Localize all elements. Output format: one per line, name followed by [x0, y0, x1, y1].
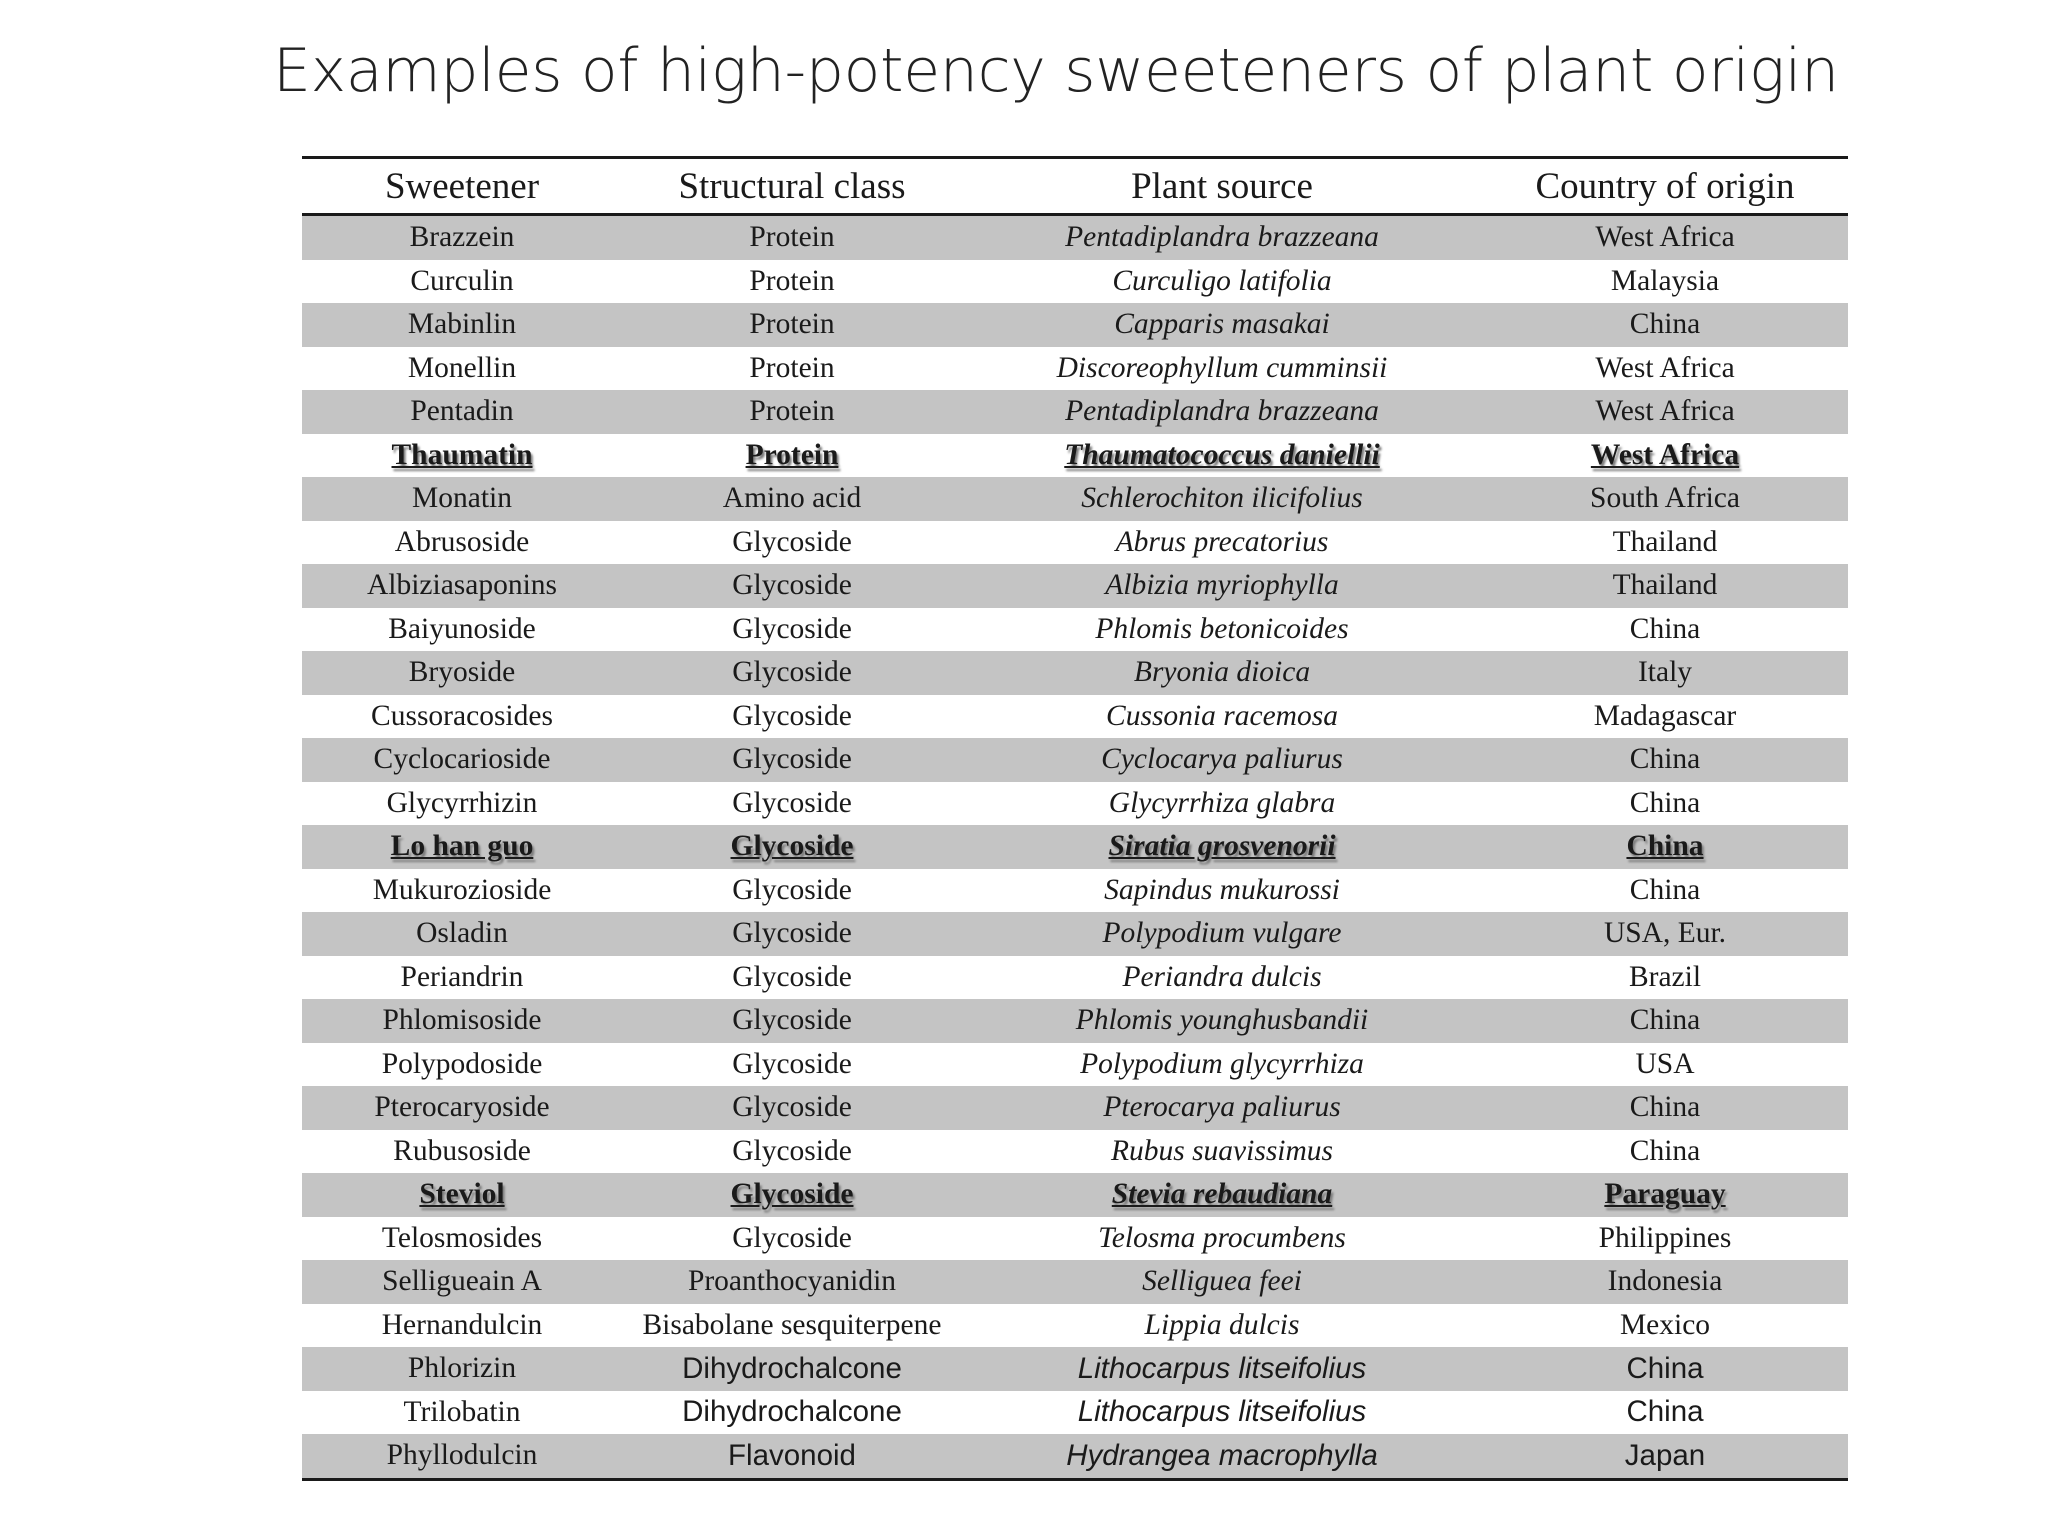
- cell-plant-source-text: Lippia dulcis: [1144, 1308, 1300, 1341]
- cell-structural-class-text: Glycoside: [732, 1047, 852, 1080]
- cell-structural-class: [622, 613, 962, 646]
- cell-plant-source-text: Pentadiplandra brazzeana: [1065, 395, 1379, 428]
- column-header-sweetener: Sweetener: [384, 165, 540, 207]
- cell-plant-source: [962, 1222, 1482, 1255]
- cell-sweetener: [302, 482, 622, 515]
- cell-country-text: Brazil: [1628, 960, 1702, 993]
- cell-sweetener: [302, 656, 622, 689]
- cell-sweetener-text: Mabinlin: [407, 308, 517, 341]
- cell-sweetener-text: Monellin: [407, 351, 517, 384]
- cell-sweetener: [302, 743, 622, 776]
- cell-structural-class: [622, 1048, 962, 1081]
- cell-structural-class: [622, 1439, 962, 1473]
- cell-plant-source-text: Polypodium vulgare: [1102, 917, 1342, 950]
- cell-plant-source-text: Rubus suavissimus: [1110, 1134, 1334, 1167]
- cell-structural-class: [622, 526, 962, 559]
- cell-structural-class-text: Glycoside: [732, 917, 852, 950]
- cell-country-text: South Africa: [1590, 482, 1740, 515]
- cell-sweetener-text: Baiyunoside: [388, 612, 536, 645]
- table-body: [302, 216, 1848, 1478]
- cell-plant-source: [962, 221, 1482, 254]
- cell-plant-source: [962, 787, 1482, 820]
- cell-sweetener: [302, 265, 622, 298]
- cell-structural-class-text: Amino acid: [722, 482, 862, 515]
- cell-country: [1482, 1135, 1848, 1168]
- cell-structural-class: [622, 1004, 962, 1037]
- cell-plant-source: [962, 743, 1482, 776]
- cell-plant-source: [962, 1048, 1482, 1081]
- cell-plant-source-text: Phlomis younghusbandii: [1075, 1004, 1369, 1037]
- cell-sweetener-text: Lo han guo: [390, 830, 534, 863]
- cell-sweetener-text: Pentadin: [410, 395, 514, 428]
- cell-sweetener-text: Brazzein: [409, 221, 515, 254]
- cell-country-text: China: [1629, 1004, 1701, 1037]
- cell-country-text: Malaysia: [1610, 264, 1720, 297]
- cell-sweetener: [302, 700, 622, 733]
- cell-sweetener-text: Trilobatin: [403, 1395, 521, 1428]
- table-row: [302, 999, 1848, 1043]
- cell-structural-class-text: Glycoside: [732, 1134, 852, 1167]
- cell-structural-class-text: Glycoside: [732, 1221, 852, 1254]
- cell-structural-class: [622, 1135, 962, 1168]
- cell-structural-class: [622, 569, 962, 602]
- cell-structural-class-text: Glycoside: [732, 525, 852, 558]
- cell-sweetener: [302, 874, 622, 907]
- cell-plant-source-text: Albizia myriophylla: [1105, 569, 1339, 602]
- cell-sweetener-text: Phyllodulcin: [386, 1439, 538, 1472]
- cell-sweetener-text: Glycyrrhizin: [386, 786, 538, 819]
- cell-country-text: Mexico: [1619, 1308, 1711, 1341]
- cell-structural-class-text: Protein: [749, 308, 835, 341]
- table-row: [302, 1434, 1848, 1478]
- table-row: [302, 1173, 1848, 1217]
- cell-plant-source: [962, 1091, 1482, 1124]
- cell-sweetener: [302, 395, 622, 428]
- cell-structural-class-text: Protein: [749, 395, 835, 428]
- cell-plant-source-text: Curculigo latifolia: [1112, 264, 1332, 297]
- cell-plant-source: [962, 656, 1482, 689]
- cell-sweetener-text: Polypodoside: [381, 1047, 543, 1080]
- table-row: [302, 216, 1848, 260]
- cell-country-text: China: [1626, 1351, 1704, 1385]
- cell-sweetener: [302, 917, 622, 950]
- cell-country-text: Japan: [1624, 1438, 1706, 1472]
- cell-country: [1482, 874, 1848, 907]
- cell-sweetener: [302, 221, 622, 254]
- cell-plant-source: [962, 482, 1482, 515]
- cell-sweetener: [302, 1222, 622, 1255]
- table-row: [302, 1391, 1848, 1435]
- cell-plant-source: [962, 1439, 1482, 1473]
- cell-structural-class: [622, 1178, 962, 1211]
- cell-plant-source-text: Cyclocarya paliurus: [1101, 743, 1343, 776]
- cell-country: [1482, 613, 1848, 646]
- cell-structural-class-text: Flavonoid: [728, 1438, 856, 1472]
- sweetener-table: [302, 156, 1848, 1481]
- cell-sweetener-text: Curculin: [410, 264, 514, 297]
- table-row: [302, 825, 1848, 869]
- cell-sweetener-text: Cussoracosides: [371, 699, 553, 732]
- cell-sweetener: [302, 1265, 622, 1298]
- cell-country: [1482, 1222, 1848, 1255]
- cell-sweetener: [302, 1048, 622, 1081]
- table-row: [302, 912, 1848, 956]
- cell-country: [1482, 1091, 1848, 1124]
- column-header-plant-source: Plant source: [1131, 165, 1313, 207]
- cell-sweetener-text: Selligueain A: [382, 1265, 542, 1298]
- cell-sweetener: [302, 787, 622, 820]
- cell-plant-source: [962, 700, 1482, 733]
- cell-sweetener-text: Pterocaryoside: [374, 1091, 550, 1124]
- cell-sweetener-text: Telosmosides: [381, 1221, 543, 1254]
- cell-structural-class-text: Glycoside: [732, 1004, 852, 1037]
- table-row: [302, 1260, 1848, 1304]
- cell-country: [1482, 221, 1848, 254]
- cell-structural-class: [622, 1395, 962, 1429]
- cell-structural-class-text: Glycoside: [732, 873, 852, 906]
- cell-sweetener-text: Steviol: [419, 1178, 505, 1211]
- cell-structural-class-text: Glycoside: [730, 1178, 854, 1211]
- cell-sweetener: [302, 352, 622, 385]
- cell-plant-source: [962, 961, 1482, 994]
- cell-sweetener-text: Albiziasaponins: [366, 569, 558, 602]
- page-title: Examples of high-potency sweeteners of plant origin: [273, 36, 1839, 106]
- cell-country-text: Madagascar: [1593, 699, 1737, 732]
- cell-structural-class: [622, 308, 962, 341]
- cell-country-text: Italy: [1637, 656, 1693, 689]
- cell-country: [1482, 1439, 1848, 1473]
- cell-sweetener: [302, 961, 622, 994]
- cell-plant-source-text: Pterocarya paliurus: [1103, 1091, 1341, 1124]
- cell-plant-source-text: Glycyrrhiza glabra: [1108, 786, 1336, 819]
- cell-structural-class: [622, 874, 962, 907]
- cell-plant-source: [962, 1004, 1482, 1037]
- cell-structural-class: [622, 395, 962, 428]
- cell-plant-source-text: Phlomis betonicoides: [1095, 612, 1349, 645]
- cell-structural-class-text: Glycoside: [732, 699, 852, 732]
- cell-country: [1482, 656, 1848, 689]
- table-row: [302, 651, 1848, 695]
- table-row: [302, 1347, 1848, 1391]
- cell-sweetener: [302, 1352, 622, 1385]
- cell-plant-source-text: Sapindus mukurossi: [1104, 873, 1340, 906]
- cell-sweetener: [302, 1396, 622, 1429]
- cell-plant-source: [962, 569, 1482, 602]
- cell-structural-class: [622, 830, 962, 863]
- cell-country-text: China: [1626, 1395, 1704, 1429]
- cell-plant-source: [962, 265, 1482, 298]
- cell-plant-source-text: Bryonia dioica: [1133, 656, 1311, 689]
- column-header-structural-class: Structural class: [678, 165, 906, 207]
- cell-sweetener: [302, 830, 622, 863]
- cell-structural-class: [622, 743, 962, 776]
- cell-plant-source: [962, 874, 1482, 907]
- cell-country-text: China: [1629, 308, 1701, 341]
- cell-plant-source-text: Capparis masakai: [1114, 308, 1330, 341]
- cell-country: [1482, 526, 1848, 559]
- table-row: [302, 738, 1848, 782]
- table-row: [302, 1217, 1848, 1261]
- cell-structural-class: [622, 1352, 962, 1386]
- cell-country: [1482, 395, 1848, 428]
- cell-country: [1482, 1309, 1848, 1342]
- cell-sweetener-text: Phlorizin: [407, 1352, 517, 1385]
- cell-plant-source-text: Abrus precatorius: [1115, 525, 1329, 558]
- cell-plant-source: [962, 613, 1482, 646]
- cell-country-text: USA, Eur.: [1603, 917, 1727, 950]
- cell-structural-class: [622, 917, 962, 950]
- cell-plant-source: [962, 1178, 1482, 1211]
- cell-sweetener-text: Cyclocarioside: [373, 743, 551, 776]
- cell-country-text: China: [1629, 1091, 1701, 1124]
- cell-country-text: West Africa: [1595, 395, 1735, 428]
- cell-plant-source: [962, 439, 1482, 472]
- cell-country: [1482, 700, 1848, 733]
- cell-country-text: West Africa: [1595, 221, 1735, 254]
- cell-structural-class: [622, 787, 962, 820]
- cell-country: [1482, 1178, 1848, 1211]
- cell-plant-source: [962, 526, 1482, 559]
- cell-plant-source: [962, 1309, 1482, 1342]
- table-row: [302, 956, 1848, 1000]
- cell-plant-source-text: Schlerochiton ilicifolius: [1081, 482, 1363, 515]
- cell-structural-class: [622, 221, 962, 254]
- cell-structural-class-text: Protein: [749, 351, 835, 384]
- cell-country-text: China: [1629, 743, 1701, 776]
- cell-plant-source-text: Polypodium glycyrrhiza: [1080, 1047, 1364, 1080]
- cell-country-text: China: [1629, 612, 1701, 645]
- cell-country-text: China: [1629, 786, 1701, 819]
- cell-sweetener: [302, 308, 622, 341]
- cell-plant-source-text: Cussonia racemosa: [1106, 699, 1338, 732]
- cell-country: [1482, 439, 1848, 472]
- cell-structural-class: [622, 1222, 962, 1255]
- cell-country-text: China: [1626, 830, 1704, 863]
- cell-structural-class: [622, 439, 962, 472]
- cell-structural-class-text: Dihydrochalcone: [682, 1351, 902, 1385]
- cell-country-text: Philippines: [1598, 1221, 1732, 1254]
- cell-sweetener: [302, 569, 622, 602]
- cell-country: [1482, 1395, 1848, 1429]
- cell-plant-source: [962, 308, 1482, 341]
- table-row: [302, 303, 1848, 347]
- cell-plant-source-text: Lithocarpus litseifolius: [1077, 1395, 1367, 1429]
- cell-plant-source: [962, 352, 1482, 385]
- cell-structural-class-text: Glycoside: [732, 1091, 852, 1124]
- cell-structural-class-text: Glycoside: [732, 612, 852, 645]
- cell-structural-class: [622, 656, 962, 689]
- table-row: [302, 1304, 1848, 1348]
- table-row: [302, 782, 1848, 826]
- cell-country: [1482, 917, 1848, 950]
- cell-structural-class: [622, 482, 962, 515]
- cell-country: [1482, 1048, 1848, 1081]
- cell-plant-source-text: Selliguea feei: [1142, 1265, 1302, 1298]
- cell-country-text: Thailand: [1612, 569, 1718, 602]
- cell-sweetener: [302, 1004, 622, 1037]
- cell-plant-source-text: Siratia grosvenorii: [1108, 830, 1336, 863]
- cell-plant-source-text: Lithocarpus litseifolius: [1077, 1351, 1367, 1385]
- cell-structural-class-text: Protein: [749, 264, 835, 297]
- cell-plant-source-text: Thaumatococcus daniellii: [1064, 438, 1380, 471]
- table-row: [302, 434, 1848, 478]
- cell-sweetener-text: Thaumatin: [391, 438, 533, 471]
- cell-sweetener: [302, 1178, 622, 1211]
- cell-sweetener: [302, 1091, 622, 1124]
- table-row: [302, 564, 1848, 608]
- table-row: [302, 608, 1848, 652]
- cell-structural-class-text: Protein: [749, 221, 835, 254]
- cell-country-text: West Africa: [1595, 351, 1735, 384]
- cell-sweetener: [302, 439, 622, 472]
- cell-plant-source: [962, 395, 1482, 428]
- cell-plant-source-text: Hydrangea macrophylla: [1066, 1438, 1378, 1472]
- cell-plant-source-text: Pentadiplandra brazzeana: [1065, 221, 1379, 254]
- cell-sweetener-text: Phlomisoside: [382, 1004, 542, 1037]
- cell-structural-class: [622, 700, 962, 733]
- table-row: [302, 390, 1848, 434]
- cell-plant-source: [962, 1395, 1482, 1429]
- cell-country-text: China: [1629, 873, 1701, 906]
- cell-structural-class-text: Glycoside: [732, 656, 852, 689]
- cell-structural-class: [622, 265, 962, 298]
- column-header-country: Country of origin: [1535, 165, 1795, 207]
- cell-country: [1482, 265, 1848, 298]
- cell-country-text: Thailand: [1612, 525, 1718, 558]
- cell-country: [1482, 1265, 1848, 1298]
- cell-country: [1482, 1004, 1848, 1037]
- table-row: [302, 695, 1848, 739]
- cell-structural-class: [622, 1265, 962, 1298]
- table-row: [302, 521, 1848, 565]
- cell-sweetener: [302, 1439, 622, 1472]
- cell-plant-source: [962, 917, 1482, 950]
- cell-structural-class-text: Glycoside: [732, 743, 852, 776]
- table-row: [302, 1130, 1848, 1174]
- cell-sweetener: [302, 1135, 622, 1168]
- cell-country: [1482, 482, 1848, 515]
- cell-structural-class: [622, 961, 962, 994]
- table-row: [302, 1043, 1848, 1087]
- cell-country-text: China: [1629, 1134, 1701, 1167]
- cell-sweetener-text: Abrusoside: [394, 525, 530, 558]
- cell-structural-class-text: Proanthocyanidin: [687, 1265, 897, 1298]
- cell-sweetener-text: Monatin: [412, 482, 512, 515]
- cell-structural-class-text: Glycoside: [732, 960, 852, 993]
- cell-country: [1482, 1352, 1848, 1386]
- cell-country: [1482, 830, 1848, 863]
- cell-country: [1482, 308, 1848, 341]
- cell-country-text: West Africa: [1590, 438, 1740, 471]
- cell-country-text: Indonesia: [1607, 1265, 1723, 1298]
- cell-structural-class-text: Dihydrochalcone: [682, 1395, 902, 1429]
- table-row: [302, 1086, 1848, 1130]
- cell-plant-source-text: Telosma procumbens: [1098, 1221, 1346, 1254]
- table-row: [302, 869, 1848, 913]
- cell-plant-source-text: Periandra dulcis: [1122, 960, 1322, 993]
- cell-country: [1482, 961, 1848, 994]
- table-row: [302, 347, 1848, 391]
- cell-sweetener-text: Hernandulcin: [381, 1308, 543, 1341]
- cell-structural-class-text: Glycoside: [732, 786, 852, 819]
- cell-sweetener-text: Osladin: [416, 917, 508, 950]
- cell-structural-class-text: Glycoside: [730, 830, 854, 863]
- cell-country: [1482, 787, 1848, 820]
- cell-country-text: Paraguay: [1604, 1178, 1726, 1211]
- cell-sweetener-text: Mukurozioside: [372, 873, 552, 906]
- cell-country: [1482, 569, 1848, 602]
- table-header: [302, 159, 1848, 216]
- cell-country: [1482, 352, 1848, 385]
- table-row: [302, 477, 1848, 521]
- cell-plant-source: [962, 1352, 1482, 1386]
- cell-country: [1482, 743, 1848, 776]
- cell-plant-source: [962, 1265, 1482, 1298]
- cell-structural-class: [622, 352, 962, 385]
- cell-structural-class: [622, 1091, 962, 1124]
- cell-sweetener-text: Rubusoside: [393, 1134, 531, 1167]
- cell-structural-class-text: Glycoside: [732, 569, 852, 602]
- cell-plant-source-text: Discoreophyllum cumminsii: [1056, 351, 1388, 384]
- cell-country-text: USA: [1635, 1047, 1695, 1080]
- cell-sweetener-text: Periandrin: [400, 960, 524, 993]
- cell-sweetener: [302, 1309, 622, 1342]
- cell-sweetener: [302, 613, 622, 646]
- cell-sweetener: [302, 526, 622, 559]
- cell-sweetener-text: Bryoside: [408, 656, 516, 689]
- cell-plant-source: [962, 1135, 1482, 1168]
- cell-structural-class-text: Protein: [745, 438, 839, 471]
- cell-plant-source-text: Stevia rebaudiana: [1111, 1178, 1333, 1211]
- table-row: [302, 260, 1848, 304]
- cell-structural-class: [622, 1309, 962, 1342]
- cell-plant-source: [962, 830, 1482, 863]
- cell-structural-class-text: Bisabolane sesquiterpene: [642, 1308, 942, 1341]
